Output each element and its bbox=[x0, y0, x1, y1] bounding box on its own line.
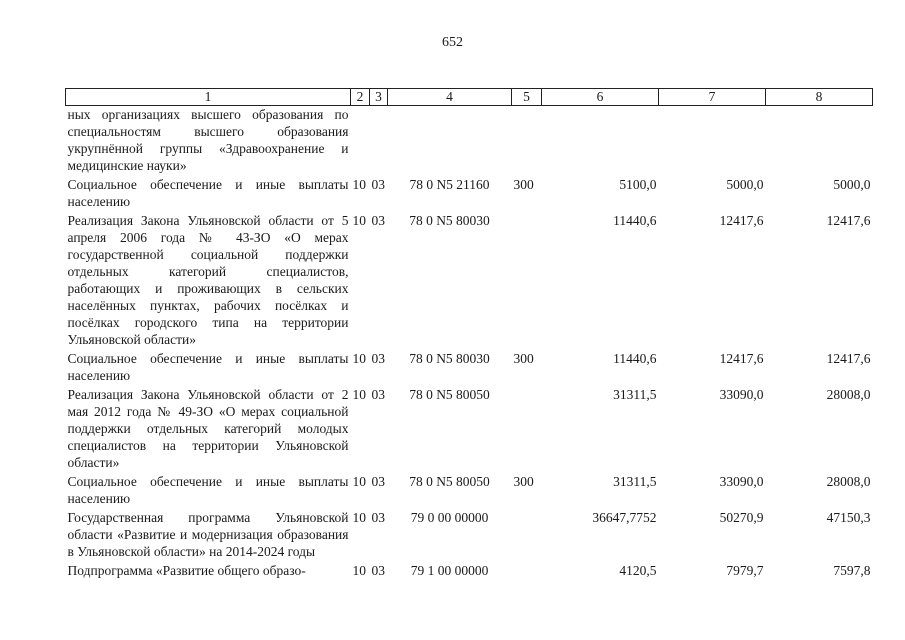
amount-col-8: 12417,6 bbox=[826, 351, 871, 366]
row-name: Реализация Закона Ульяновской области от 5 апреля 2006 года № 43-ЗО «О мерах государственной социальной поддержки отдельных категорий специалистов, работающих и проживающих в сельских населённых пунктах, рабочих посёлках и посёлках городского типа на территории Ульяновской области» bbox=[67, 213, 349, 347]
subsection-code: 03 bbox=[371, 474, 385, 489]
amount-col-6: 4120,5 bbox=[619, 563, 657, 578]
column-header-2: 2 bbox=[351, 89, 370, 106]
target-article-code: 78 0 N5 80050 bbox=[409, 387, 490, 402]
column-header-7: 7 bbox=[659, 89, 766, 106]
amount-col-8: 28008,0 bbox=[826, 387, 871, 402]
table-body bbox=[66, 106, 873, 580]
amount-col-8: 47150,3 bbox=[826, 510, 871, 525]
row-name: Государственная программа Ульяновской области «Развитие и модернизация образования в Ульяновской области» на 2014-2024 годы bbox=[67, 510, 349, 559]
table-row bbox=[66, 106, 873, 175]
section-code: 10 bbox=[352, 213, 366, 228]
section-code: 10 bbox=[352, 474, 366, 489]
table-header bbox=[66, 89, 873, 106]
target-article-code: 79 1 00 00000 bbox=[410, 563, 489, 578]
row-name: ных организациях высшего образования по специальностям высшего образования укрупнённой группы «Здравоохранение и медицинские науки» bbox=[67, 107, 349, 173]
amount-col-6: 31311,5 bbox=[613, 387, 657, 402]
section-code: 10 bbox=[352, 351, 366, 366]
amount-col-7: 7979,7 bbox=[726, 563, 764, 578]
budget-table bbox=[65, 88, 873, 579]
table-row bbox=[66, 348, 873, 384]
section-code: 10 bbox=[352, 563, 366, 578]
subsection-code: 03 bbox=[371, 387, 385, 402]
target-article-code: 79 0 00 00000 bbox=[410, 510, 489, 525]
table-row bbox=[66, 507, 873, 560]
expense-type-code: 300 bbox=[513, 474, 534, 489]
expense-type-code bbox=[512, 384, 542, 471]
column-header-3: 3 bbox=[370, 89, 388, 106]
amount-col-7: 50270,9 bbox=[719, 510, 764, 525]
amount-col-7: 12417,6 bbox=[719, 213, 764, 228]
page-number: 652 bbox=[442, 35, 463, 50]
amount-col-6: 5100,0 bbox=[619, 177, 657, 192]
expense-type-code bbox=[512, 106, 542, 175]
amount-col-6: 36647,7752 bbox=[592, 510, 657, 525]
expense-type-code bbox=[512, 507, 542, 560]
column-header-4: 4 bbox=[388, 89, 512, 106]
amount-col-6 bbox=[542, 106, 659, 175]
amount-col-7: 12417,6 bbox=[719, 351, 764, 366]
subsection-code bbox=[370, 106, 388, 175]
section-code: 10 bbox=[352, 510, 366, 525]
expense-type-code: 300 bbox=[513, 177, 534, 192]
amount-col-7: 5000,0 bbox=[726, 177, 764, 192]
subsection-code: 03 bbox=[371, 177, 385, 192]
section-code: 10 bbox=[352, 177, 366, 192]
table-row bbox=[66, 384, 873, 471]
amount-col-6: 11440,6 bbox=[613, 351, 657, 366]
subsection-code: 03 bbox=[371, 213, 385, 228]
table-row bbox=[66, 210, 873, 348]
target-article-code: 78 0 N5 21160 bbox=[409, 177, 490, 192]
amount-col-7: 33090,0 bbox=[719, 387, 764, 402]
table-row bbox=[66, 174, 873, 210]
section-code: 10 bbox=[352, 387, 366, 402]
expense-type-code bbox=[512, 210, 542, 348]
row-name: Социальное обеспечение и иные выплаты населению bbox=[67, 474, 349, 506]
amount-col-7: 33090,0 bbox=[719, 474, 764, 489]
amount-col-8: 28008,0 bbox=[826, 474, 871, 489]
row-name: Социальное обеспечение и иные выплаты населению bbox=[67, 177, 349, 209]
amount-col-6: 11440,6 bbox=[613, 213, 657, 228]
column-header-8: 8 bbox=[766, 89, 873, 106]
row-name: Реализация Закона Ульяновской области от 2 мая 2012 года № 49-ЗО «О мерах социальной поддержки отдельных категорий молодых специалистов на территории Ульяновской области» bbox=[67, 387, 349, 470]
amount-col-8: 7597,8 bbox=[833, 563, 871, 578]
section-code bbox=[351, 106, 370, 175]
row-name: Подпрограмма «Развитие общего образо- bbox=[67, 563, 306, 578]
column-header-1: 1 bbox=[66, 89, 351, 106]
target-article-code: 78 0 N5 80030 bbox=[409, 351, 490, 366]
table-row bbox=[66, 471, 873, 507]
expense-type-code bbox=[512, 560, 542, 579]
column-number-row bbox=[66, 89, 873, 106]
subsection-code: 03 bbox=[371, 510, 385, 525]
column-header-5: 5 bbox=[512, 89, 542, 106]
table-row bbox=[66, 560, 873, 579]
target-article-code: 78 0 N5 80030 bbox=[409, 213, 490, 228]
subsection-code: 03 bbox=[371, 563, 385, 578]
row-name: Социальное обеспечение и иные выплаты населению bbox=[67, 351, 349, 383]
expense-type-code: 300 bbox=[513, 351, 534, 366]
amount-col-7 bbox=[659, 106, 766, 175]
amount-col-8: 12417,6 bbox=[826, 213, 871, 228]
amount-col-8: 5000,0 bbox=[833, 177, 871, 192]
target-article-code bbox=[388, 106, 512, 175]
amount-col-8 bbox=[766, 106, 873, 175]
amount-col-6: 31311,5 bbox=[613, 474, 657, 489]
target-article-code: 78 0 N5 80050 bbox=[409, 474, 490, 489]
column-header-6: 6 bbox=[542, 89, 659, 106]
subsection-code: 03 bbox=[371, 351, 385, 366]
